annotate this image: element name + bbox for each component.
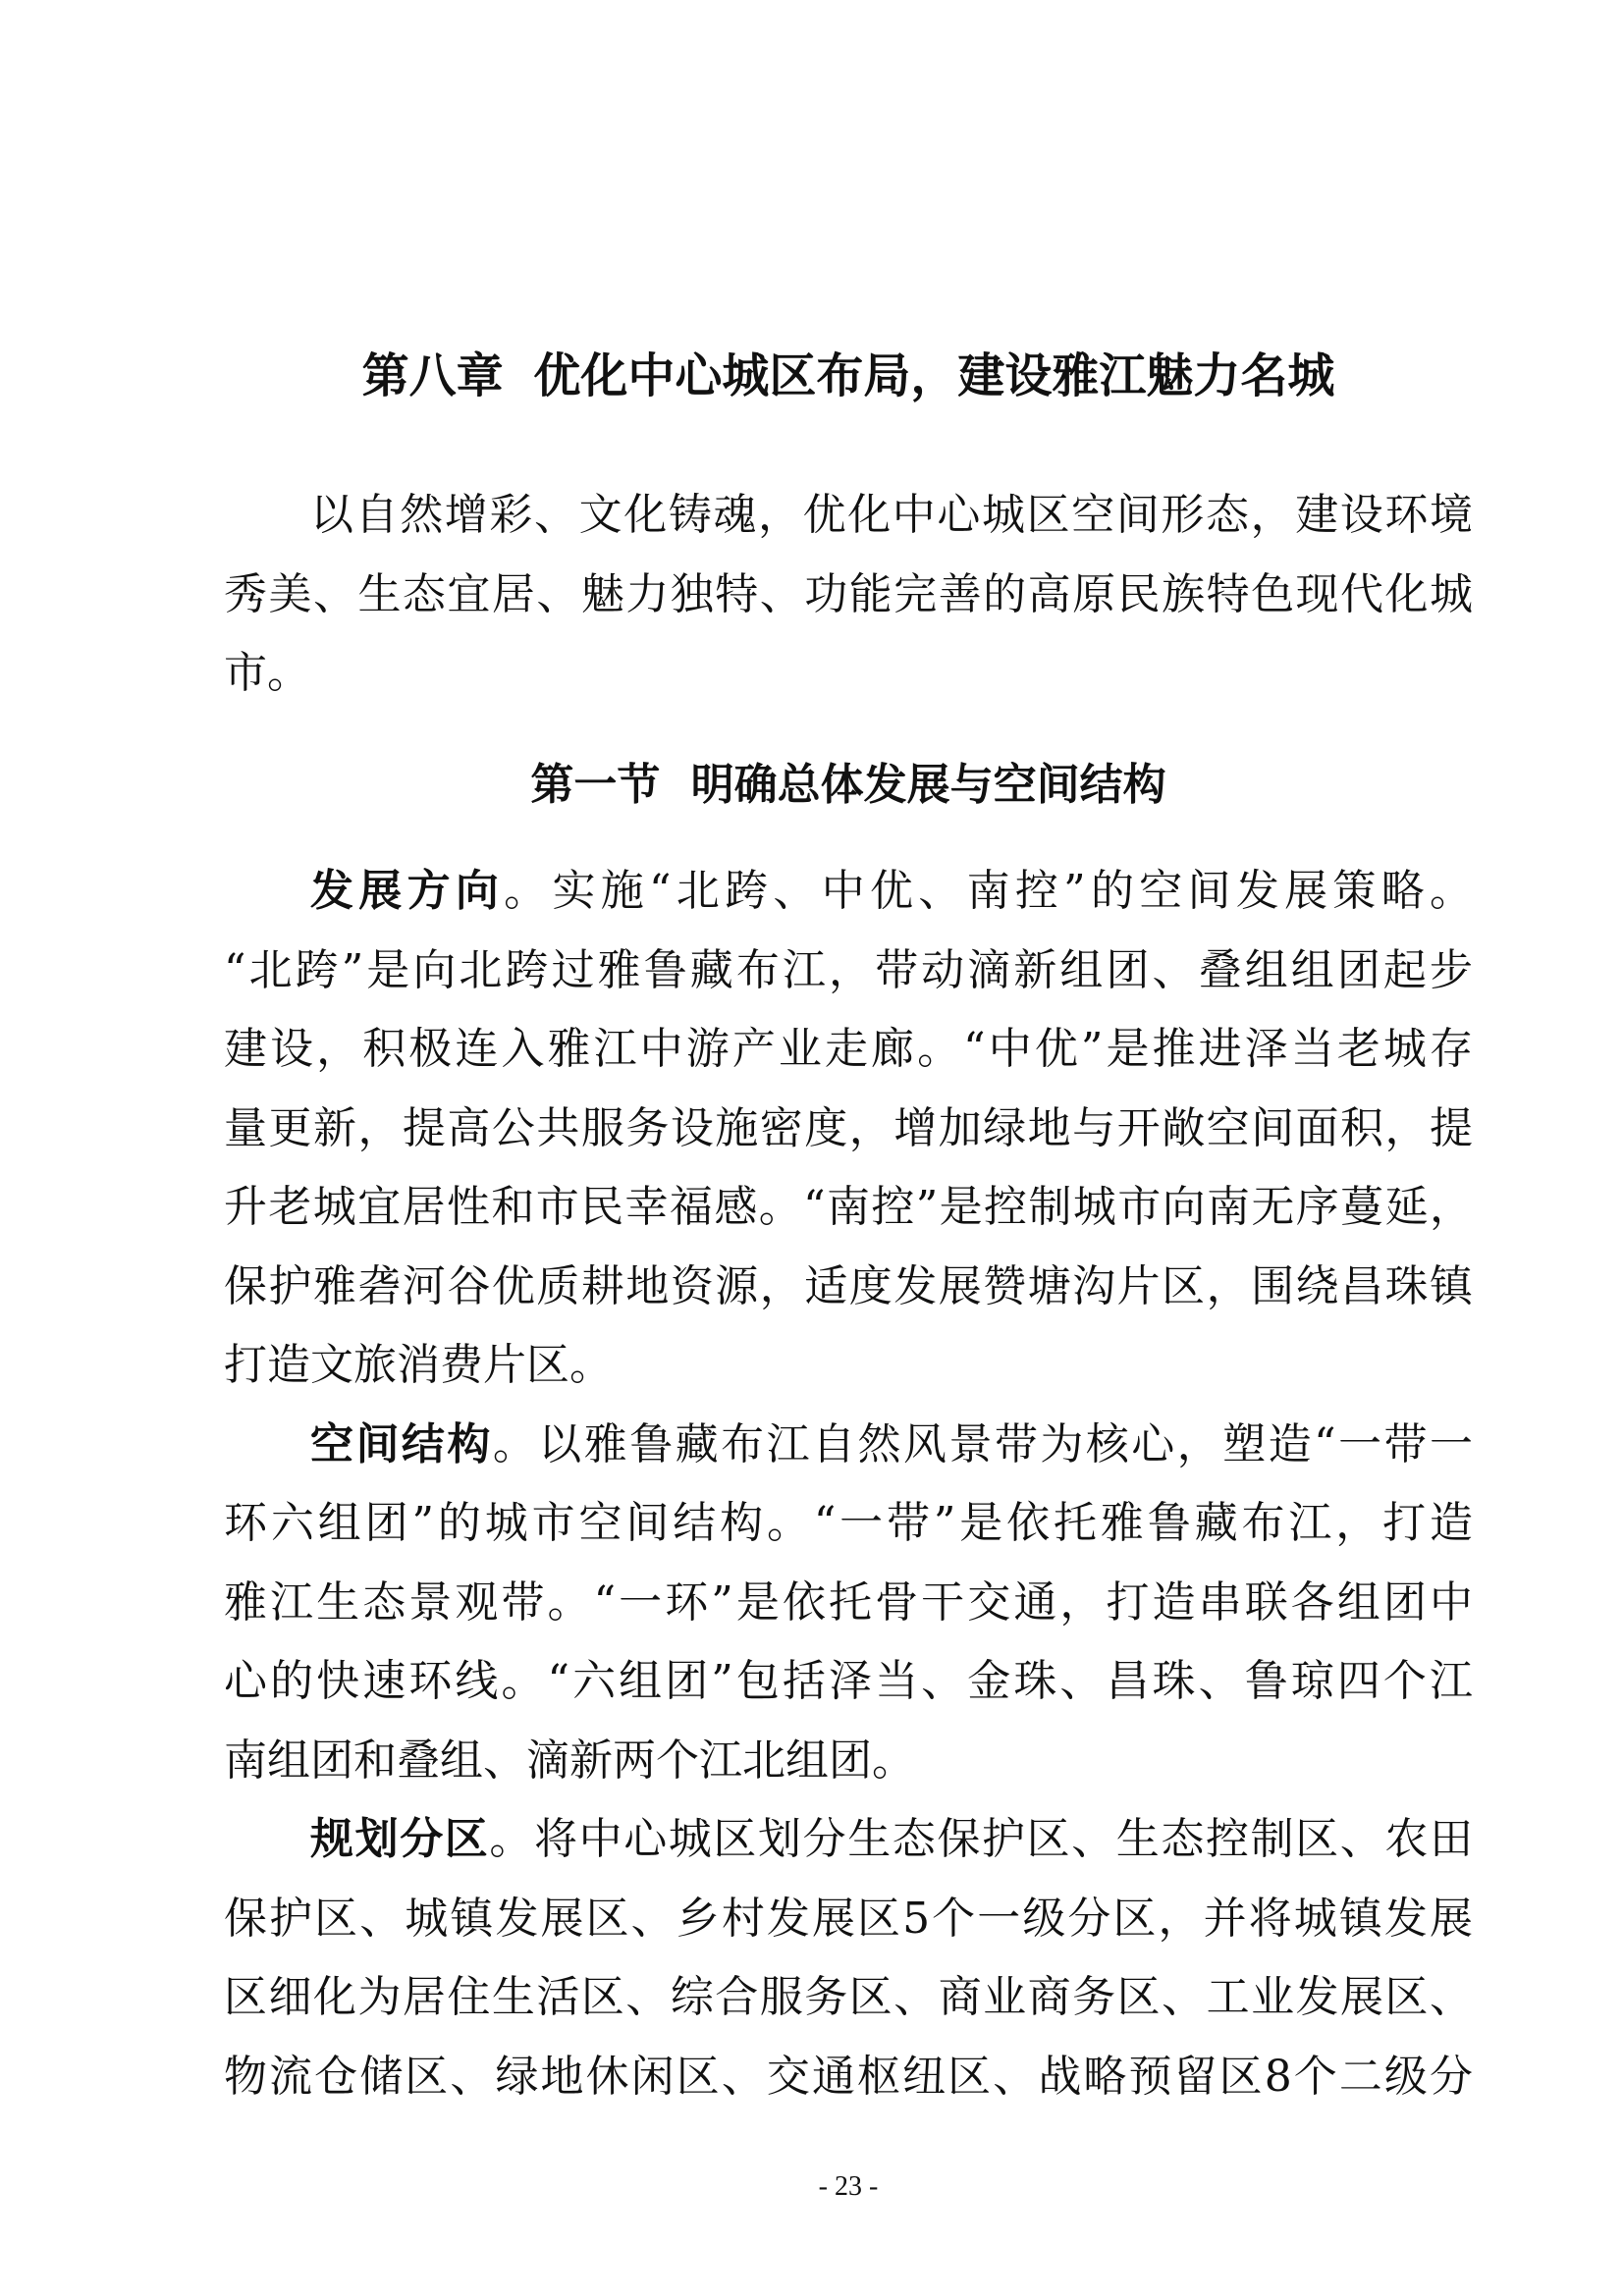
- text-line: 雅江生态景观带。“一环”是依托骨干交通，打造串联各组团中: [224, 1576, 1473, 1628]
- text-line: 以自然增彩、文化铸魂，优化中心城区空间形态，建设环境: [310, 490, 1473, 540]
- section-heading: 第一节 明确总体发展与空间结构: [530, 760, 1166, 810]
- paragraph-planning-zones: [224, 1800, 1473, 2116]
- chapter-title: 第八章 优化中心城区布局，建设雅江魅力名城: [361, 348, 1335, 403]
- text-line: [224, 852, 1473, 932]
- text-line: [224, 1800, 1473, 1880]
- text-line: 秀美、生态宜居、魅力独特、功能完善的高原民族特色现代化城: [224, 568, 1473, 619]
- text-line: [224, 1406, 1473, 1485]
- paragraph-lead: 规划分区: [310, 1814, 490, 1864]
- text-line: 物流仓储区、绿地休闲区、交通枢纽区、战略预留区8个二级分: [224, 2051, 1473, 2102]
- text-line: 保护雅砻河谷优质耕地资源，适度发展赞塘沟片区，围绕昌珠镇: [224, 1260, 1473, 1311]
- text-line: 保护区、城镇发展区、乡村发展区5个一级分区，并将城镇发展: [224, 1893, 1473, 1944]
- text-line: 建设，积极连入雅江中游产业走廊。“中优”是推进泽当老城存: [224, 1024, 1473, 1074]
- paragraph-spatial-structure: [224, 1406, 1473, 1801]
- text-line: 南组团和叠组、滴新两个江北组团。: [224, 1735, 915, 1786]
- page-number: - 23 -: [818, 2171, 879, 2202]
- text-line: 量更新，提高公共服务设施密度，增加绿地与开敞空间面积，提: [224, 1102, 1473, 1153]
- text-line: 环六组团”的城市空间结构。“一带”是依托雅鲁藏布江，打造: [224, 1498, 1473, 1548]
- text-line: 打造文旅消费片区。: [224, 1340, 613, 1390]
- text-run: 。将中心城区划分生态保护区、生态控制区、农田: [489, 1814, 1473, 1864]
- paragraph-development-direction: [224, 852, 1473, 1406]
- text-line: 升老城宜居性和市民幸福感。“南控”是控制城市向南无序蔓延，: [224, 1182, 1473, 1232]
- paragraph-lead: 空间结构: [310, 1418, 493, 1469]
- paragraph-lead: 发展方向: [310, 866, 505, 916]
- text-line: 区细化为居住生活区、综合服务区、商业商务区、工业发展区、: [224, 1972, 1473, 2022]
- intro-paragraph: [224, 476, 1473, 714]
- text-run: 。以雅鲁藏布江自然风景带为核心，塑造“一带一: [492, 1418, 1473, 1469]
- text-line: 市。: [224, 648, 310, 698]
- text-run: 。实施“北跨、中优、南控”的空间发展策略。: [504, 866, 1473, 916]
- text-line: 心的快速环线。“六组团”包括泽当、金珠、昌珠、鲁琼四个江: [224, 1656, 1473, 1706]
- text-line: “北跨”是向北跨过雅鲁藏布江，带动滴新组团、叠组组团起步: [224, 944, 1473, 995]
- section-body: [224, 852, 1473, 2116]
